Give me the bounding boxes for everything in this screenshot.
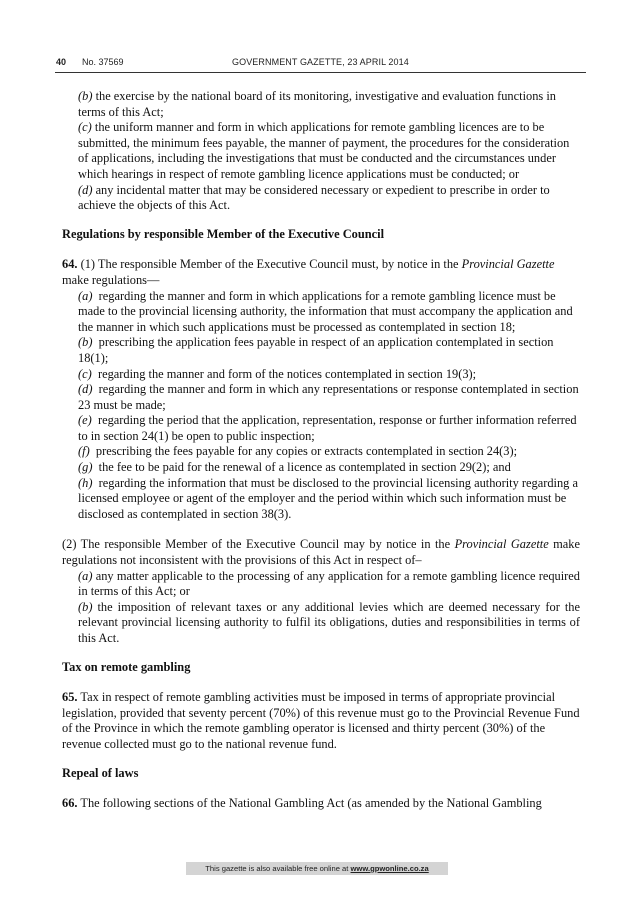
list-item: (e) regarding the period that the application, representation, response or further information referred to in section 24(1) be open to public inspection; xyxy=(78,413,577,443)
section-66-text: 66. The following sections of the National Gambling Act (as amended by the National Gambling xyxy=(62,796,542,811)
gazette-number: No. 37569 xyxy=(82,57,124,67)
section-66-heading: Repeal of laws xyxy=(62,765,139,780)
gazette-title: GOVERNMENT GAZETTE, 23 APRIL 2014 xyxy=(232,57,409,67)
section-65-text: 65. Tax in respect of remote gambling activities must be imposed in terms of appropriate provincial legislation, provided that seventy percent (70%) of this revenue must go to the Provincial Revenue Fund of the Province in which the remote gambling operator is licensed and thirty percent (30%) of the revenue collected must go to the national revenue fund. xyxy=(62,690,580,751)
section-64-items xyxy=(56,289,580,523)
intro-list xyxy=(56,89,580,214)
list-item: (h) regarding the information that must be disclosed to the provincial licensing authority regarding a licensed employee or agent of the employer and the period within which such information must be disclosed as contemplated in section 38(3). xyxy=(78,475,578,521)
list-item: (b) the exercise by the national board of its monitoring, investigative and evaluation functions in terms of this Act; xyxy=(78,89,556,119)
section-65-heading: Tax on remote gambling xyxy=(62,659,191,674)
section-number: 65. xyxy=(62,690,78,705)
section-64-subsection-2: (2) The responsible Member of the Executive Council may by notice in the Provincial Gazette make regulations not inconsistent with the provisions of this Act in respect of– xyxy=(62,537,580,568)
list-item: (b) the imposition of relevant taxes or any additional levies which are deemed necessary for the relevant provincial licensing authority to fulfil its obligations, duties and responsibilities in terms of this Act. xyxy=(78,599,580,645)
list-item: (c) regarding the manner and form of the notices contemplated in section 19(3); xyxy=(78,366,477,381)
list-item: (d) regarding the manner and form in which any representations or response contemplated in section 23 must be made; xyxy=(78,382,579,412)
list-item: (c) the uniform manner and form in which applications for remote gambling licences are to be submitted, the minimum fees payable, the manner of payment, the procedures for the consideration of applications, including the investigations that must be conducted and the circumstances under which hearings in respect of remote gambling licence applications must be conducted; or xyxy=(78,120,570,181)
section-64-heading: Regulations by responsible Member of the Executive Council xyxy=(62,226,385,241)
footer-link[interactable]: www.gpwonline.co.za xyxy=(350,864,429,873)
list-item: (g) the fee to be paid for the renewal of a licence as contemplated in section 29(2); and xyxy=(78,460,511,475)
page-number: 40 xyxy=(56,57,67,67)
page-header xyxy=(56,57,584,69)
list-item: (b) prescribing the application fees payable in respect of an application contemplated in section 18(1); xyxy=(78,335,554,365)
list-item: (f) prescribing the fees payable for any copies or extracts contemplated in section 24(3); xyxy=(78,444,518,459)
page-body xyxy=(56,89,580,812)
section-number: 64. xyxy=(62,257,78,272)
section-number: 66. xyxy=(62,796,78,811)
section-64-lead: 64. (1) The responsible Member of the Executive Council must, by notice in the Provincial Gazette make regulations— xyxy=(62,257,555,287)
list-item: (a) any matter applicable to the processing of any application for a remote gambling licence required in terms of this Act; or xyxy=(78,568,581,599)
list-item: (a) regarding the manner and form in which applications for a remote gambling licence must be made to the provincial licensing authority, the information that must accompany the application and the manner in which such applications must be processed as contemplated in section 18; xyxy=(78,288,573,334)
header-rule xyxy=(55,72,586,73)
list-item: (d) any incidental matter that may be considered necessary or expedient to prescribe in order to achieve the objects of this Act. xyxy=(78,182,550,213)
footer-text: This gazette is also available free online at xyxy=(205,864,349,873)
footer-banner xyxy=(186,862,448,875)
section-64-subsection-2-items xyxy=(56,569,580,647)
